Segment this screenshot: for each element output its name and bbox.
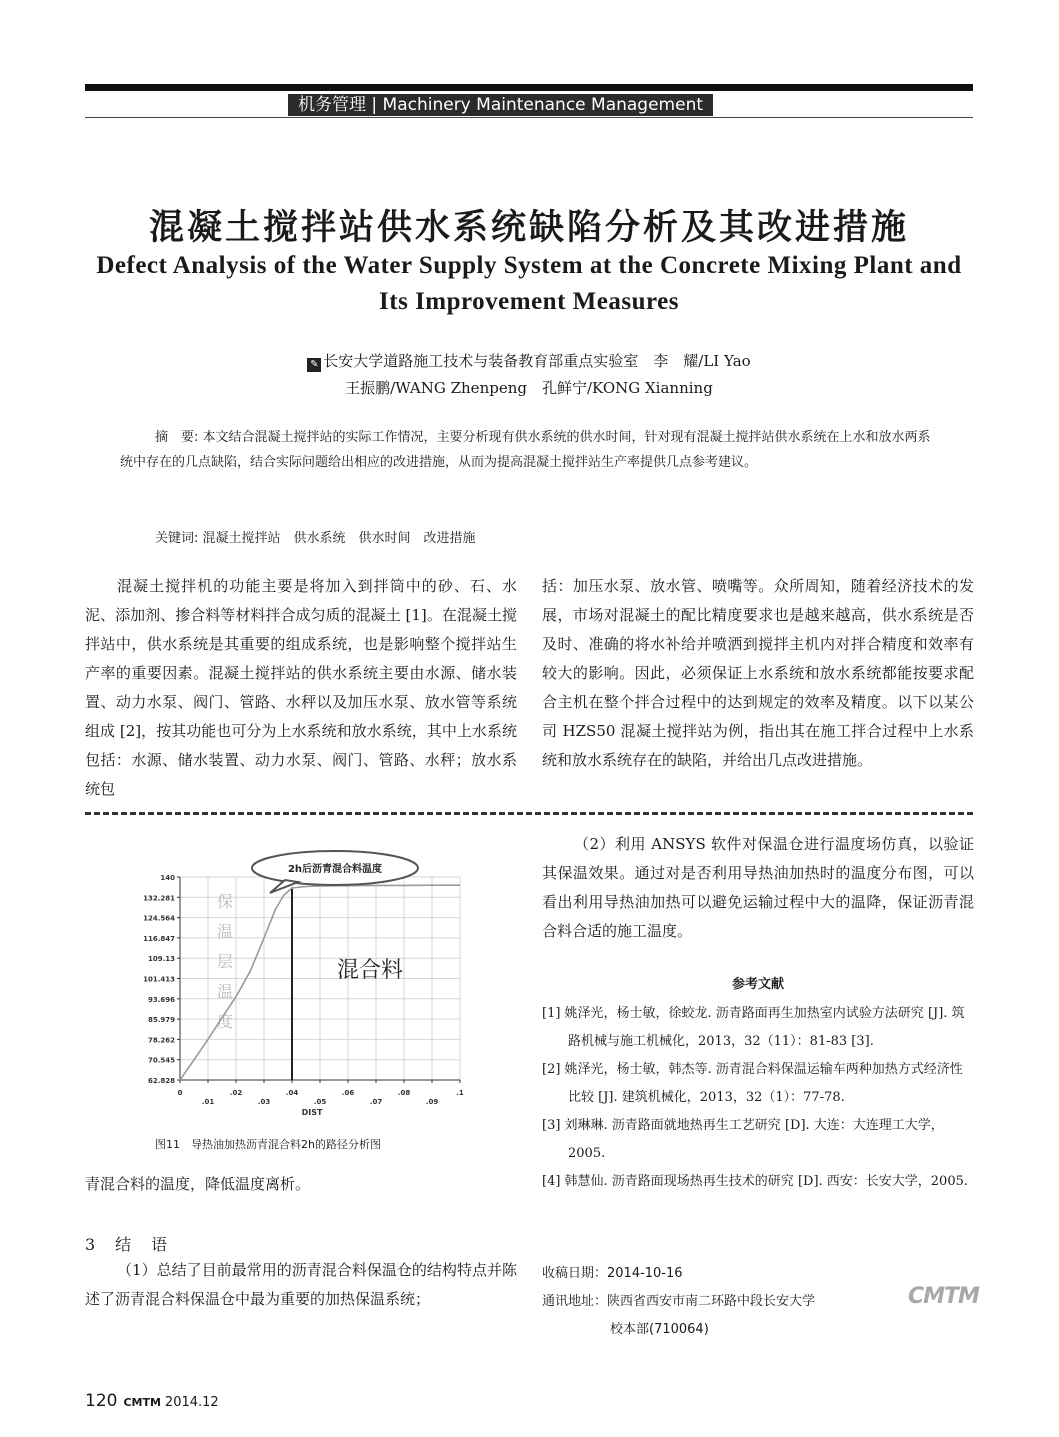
y-tick-label: 140 [160,874,175,882]
x-tick-label: .08 [397,1089,411,1097]
reference-item: [1] 姚泽光，杨士敏，徐蛟龙. 沥青路面再生加热室内试验方法研究 [J]. 筑路机械与施工机械化，2013，32（11）：81-83 [3]. [542,1006,965,1049]
x-tick-label: .06 [341,1089,355,1097]
x-tick-label: .03 [257,1098,271,1106]
y-tick-label: 85.979 [147,1016,175,1025]
page-footer [85,1391,219,1411]
y-tick-label: 62.828 [147,1077,175,1085]
pen-icon: ✎ [307,358,321,372]
figure-caption: 图11 导热油加热沥青混合料2h的路径分析图 [155,1138,381,1151]
body-paragraph-tail: 青混合料的温度，降低温度离析。 [85,1175,311,1193]
layer-label-char: 保 [216,892,234,911]
y-tick-label: 78.262 [147,1036,175,1045]
callout-pointer [270,880,298,893]
section-heading-conclusion: 3 结 语 [85,1235,170,1254]
y-tick-label: 70.545 [147,1056,175,1065]
column-header-tag: 机务管理 | Machinery Maintenance Management [288,94,713,116]
temperature-path-chart [120,835,520,1130]
x-axis-title: DIST [301,1108,323,1117]
reference-item: [3] 刘琳琳. 沥青路面就地热再生工艺研究 [D]. 大连：大连理工大学，2005. [542,1118,944,1161]
header-top-rule [85,84,973,91]
layer-label-char: 温 [216,982,234,1001]
cmtm-logo: CMTM [908,1284,979,1309]
body-paragraph-right: 括：加压水泵、放水管、喷嘴等。众所周知，随着经济技术的发展，市场对混凝土的配比精度要求也是越来越高，供水系统是否及时、准确的将水补给并喷洒到搅拌主机内对拌合精度和效率有较大的影响。因此，必须保证上水系统和放水系统都能按要求配合主机在整个拌合过程中的达到规定的效率及精度。以下以某公司 HZS50 混凝土搅拌站为例，指出其在施工拌合过程中上水系统和放水系统存在的缺陷，并给出几点改进措施。 [542,577,974,769]
author-affiliation: 长安大学道路施工技术与装备教育部重点实验室 李 耀/LI Yao [323,352,751,370]
address-line [542,1290,815,1309]
journal-issue: 2014.12 [164,1395,219,1410]
x-tick-label: .02 [229,1089,243,1097]
x-tick-label: 0 [177,1089,183,1097]
layer-label-char: 层 [216,952,234,971]
article-title-cn: 混凝土搅拌站供水系统缺陷分析及其改进措施 [148,208,909,248]
references-heading: 参考文献 [731,977,784,992]
mixture-label: 混合料 [336,958,404,983]
received-date: 收稿日期：2014-10-16 [542,1266,683,1281]
x-tick-label: .07 [369,1098,383,1106]
address-label: 通讯地址： [542,1294,608,1309]
abstract [120,425,940,475]
keywords [155,527,476,546]
x-tick-label: .09 [425,1098,439,1106]
journal-brand: CMTM [123,1396,161,1409]
reference-item: [4] 韩慧仙. 沥青路面现场热再生技术的研究 [D]. 西安：长安大学，2005. [542,1174,968,1189]
page-number: 120 [85,1391,118,1411]
y-tick-label: 124.564 [143,914,175,923]
y-tick-label: 132.281 [143,894,175,903]
keywords-text: 混凝土搅拌站 供水系统 供水时间 改进措施 [202,531,476,546]
abstract-label: 摘 要: [155,430,199,445]
x-tick-label: .01 [201,1098,215,1106]
address-text: 陕西省西安市南二环路中段长安大学 [607,1294,816,1309]
body-paragraph-left: 混凝土搅拌机的功能主要是将加入到拌筒中的砂、石、水泥、添加剂、掺合料等材料拌合成匀质的混凝土 [1]。在混凝土搅拌站中，供水系统是其重要的组成系统，也是影响整个搅拌站生产率的重要因素。混凝土搅拌站的供水系统主要由水源、储水装置、动力水泵、阀门、管路、水秤以及加压水泵、放水管等系统组成 [2]，按其功能也可分为上水系统和放水系统，其中上水系统包括：水源、储水装置、动力水泵、阀门、管路、水秤；放水系统包 [85,577,517,798]
callout-label: 2h后沥青混合料温度 [287,864,383,875]
layer-label-char: 温 [216,922,234,941]
address-line-2: 校本部(710064) [610,1322,709,1337]
abstract-text: 本文结合混凝土搅拌站的实际工作情况，主要分析现有供水系统的供水时间，针对现有混凝土搅拌站供水系统在上水和放水两系统中存在的几点缺陷，结合实际问题给出相应的改进措施，从而为提高混凝土搅拌站生产率提供几点参考建议。 [120,430,931,470]
reference-item: [2] 姚泽光，杨士敏，韩杰等. 沥青混合料保温运输车两种加热方式经济性比较 [J]. 建筑机械化，2013，32（1）：77-78. [542,1062,963,1105]
conclusion-item-2: （2）利用 ANSYS 软件对保温仓进行温度场仿真，以验证其保温效果。通过对是否利用导热油加热时的温度分布图，可以看出利用导热油加热可以避免运输过程中大的温降，保证沥青混合料合适的施工温度。 [542,835,974,940]
dashed-divider [85,812,973,815]
y-tick-label: 93.696 [147,995,175,1004]
author-line-2: 王振鹏/WANG Zhenpeng 孔鲜宁/KONG Xianning [345,379,713,397]
conclusion-item-1: （1）总结了目前最常用的沥青混合料保温仓的结构特点并陈述了沥青混合料保温仓中最为重要的加热保温系统； [85,1261,517,1308]
y-tick-label: 116.847 [143,934,175,943]
article-title-en: Defect Analysis of the Water Supply System at the Concrete Mixing Plant and Its Improvement Measures [96,252,962,315]
y-tick-label: 101.413 [143,975,175,984]
author-line-1 [85,350,973,372]
header-underline [85,117,973,118]
x-tick-label: .05 [313,1098,327,1106]
x-tick-label: .1 [456,1089,464,1097]
x-tick-label: .04 [285,1089,299,1097]
y-tick-label: 109.13 [147,955,175,964]
layer-label-char: 度 [216,1012,234,1031]
keywords-label: 关键词: [155,531,199,546]
